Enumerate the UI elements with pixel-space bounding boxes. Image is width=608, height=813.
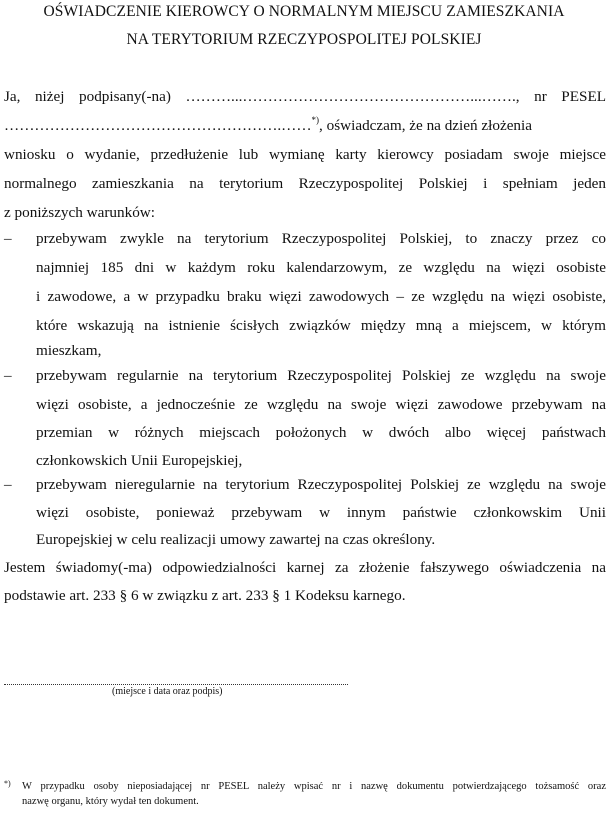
condition-3-line-3: Europejskiej w celu realizacji umowy zawartej na czas określony. [36, 531, 436, 548]
intro-line-1: Ja, niżej podpisany(-na) ………...………………………………………...……., nr PESEL [4, 88, 606, 105]
condition-1-line-4: które wskazują na istnienie ścisłych związków między mną a miejscem, w którym [36, 317, 606, 334]
condition-1-line-1: przebywam zwykle na terytorium Rzeczypospolitej Polskiej, to znaczy przez co [36, 230, 606, 247]
intro-line-4: normalnego zamieszkania na terytorium Rzeczypospolitej Polskiej i spełniam jeden [4, 175, 606, 192]
footnote-line-1: W przypadku osoby nieposiadającej nr PESEL należy wpisać nr i nazwę dokumentu potwierdzającego tożsamość oraz [22, 781, 606, 792]
condition-2-line-3: przemian w różnych miejscach położonych w dwóch albo więcej państwach [36, 424, 606, 441]
document-title-line-2: NA TERYTORIUM RZECZYPOSPOLITEJ POLSKIEJ [126, 31, 482, 48]
condition-3-line-1: przebywam nieregularnie na terytorium Rzeczypospolitej Polskiej ze względu na swoje [36, 476, 606, 493]
intro-line-5: z poniższych warunków: [4, 204, 155, 221]
statement-line-2: podstawie art. 233 § 6 w związku z art. 233 § 1 Kodeksu karnego. [4, 587, 406, 604]
footnote-reference-mark: *) [311, 115, 320, 125]
intro-line-2-text: , oświadczam, że na dzień złożenia [319, 117, 532, 134]
footnote-line-2: nazwę organu, który wydał ten dokument. [22, 796, 199, 807]
intro-line-3: wniosku o wydanie, przedłużenie lub wymianę karty kierowcy posiadam swoje miejsce [4, 146, 606, 163]
condition-1-dash: – [4, 230, 12, 247]
condition-1-line-5: mieszkam, [36, 342, 102, 359]
statement-line-1: Jestem świadomy(-ma) odpowiedzialności karnej za złożenie fałszywego oświadczenia na [4, 559, 606, 576]
condition-1-line-2: najmniej 185 dni w każdym roku kalendarzowym, ze względu na więzi osobiste [36, 259, 606, 276]
condition-2-line-4: członkowskich Unii Europejskiej, [36, 452, 243, 469]
condition-2-dash: – [4, 367, 12, 384]
footnote-mark: *) [4, 779, 11, 788]
condition-2-line-1: przebywam regularnie na terytorium Rzeczypospolitej Polskiej ze względu na swoje [36, 367, 606, 384]
condition-3-dash: – [4, 476, 12, 493]
intro-line-2 [4, 116, 606, 136]
signature-caption: (miejsce i data oraz podpis) [112, 686, 223, 697]
condition-2-line-2: więzi osobiste, a jednocześnie ze względu na swoje więzi zawodowe przebywam na [36, 396, 606, 413]
pesel-dots: ……………………………………………….…… [4, 117, 312, 134]
document-title-line-1: OŚWIADCZENIE KIEROWCY O NORMALNYM MIEJSCU ZAMIESZKANIA [43, 3, 565, 20]
signature-line[interactable] [4, 676, 348, 685]
condition-1-line-3: i zawodowe, a w przypadku braku więzi zawodowych – ze względu na więzi osobiste, [36, 288, 606, 305]
condition-3-line-2: więzi osobiste, ponieważ przebywam w innym państwie członkowskim Unii [36, 504, 606, 521]
